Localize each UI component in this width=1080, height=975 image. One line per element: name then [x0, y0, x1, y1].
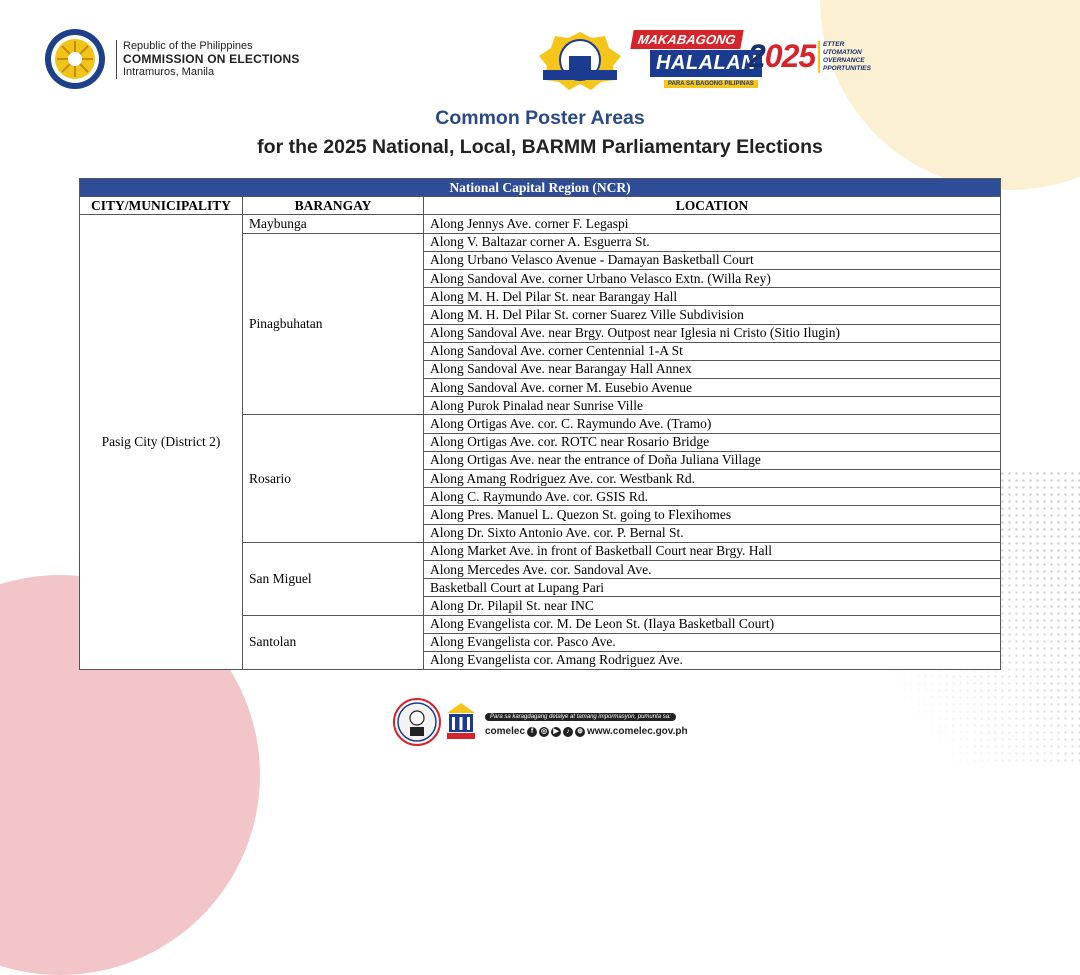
location-cell: Along Sandoval Ave. near Barangay Hall Annex: [424, 360, 1001, 378]
location-cell: Along C. Raymundo Ave. cor. GSIS Rd.: [424, 488, 1001, 506]
barangay-cell: Santolan: [243, 615, 424, 670]
logo-2025-first-digit: 2: [748, 38, 765, 74]
barangay-cell: Rosario: [243, 415, 424, 542]
location-cell: Along Pres. Manuel L. Quezon St. going to Flexihomes: [424, 506, 1001, 524]
location-cell: Along Purok Pinalad near Sunrise Ville: [424, 397, 1001, 415]
location-cell: Along Urbano Velasco Avenue - Damayan Basketball Court: [424, 251, 1001, 269]
table-body: [80, 215, 1001, 670]
location-cell: Along M. H. Del Pilar St. corner Suarez Ville Subdivision: [424, 306, 1001, 324]
location-cell: Along Ortigas Ave. near the entrance of Doña Juliana Village: [424, 451, 1001, 469]
makabagong-sub-label: PARA SA BAGONG PILIPINAS: [664, 80, 758, 88]
footer-handle: comelec: [485, 726, 526, 737]
globe-icon[interactable]: ⊕: [575, 727, 585, 737]
location-cell: Along M. H. Del Pilar St. near Barangay Hall: [424, 288, 1001, 306]
org-line-comelec: COMMISSION ON ELECTIONS: [123, 52, 300, 66]
tagline-line: ETTER: [823, 41, 845, 48]
city-cell: Pasig City (District 2): [80, 215, 243, 670]
makabagong-halalan-logo: [632, 30, 757, 92]
org-line-address: Intramuros, Manila: [123, 66, 215, 78]
poster-areas-table: [79, 178, 1001, 670]
org-line-republic: Republic of the Philippines: [123, 40, 253, 52]
location-cell: Along Evangelista cor. Amang Rodriguez Ave.: [424, 651, 1001, 669]
facebook-icon[interactable]: f: [527, 727, 537, 737]
footer-building-logo: [445, 701, 477, 741]
tagline-line: UTOMATION: [823, 49, 862, 56]
decorative-circle-yellow: [820, 0, 1080, 190]
location-cell: Along Evangelista cor. M. De Leon St. (Ilaya Basketball Court): [424, 615, 1001, 633]
region-header: National Capital Region (NCR): [80, 179, 1001, 197]
election-emblem-logo: [537, 30, 623, 90]
location-cell: Basketball Court at Lupang Pari: [424, 579, 1001, 597]
instagram-icon[interactable]: ◎: [540, 727, 548, 735]
location-cell: Along Market Ave. in front of Basketball Court near Brgy. Hall: [424, 542, 1001, 560]
location-cell: Along V. Baltazar corner A. Esguerra St.: [424, 233, 1001, 251]
tagline-line: OVERNANCE: [823, 57, 865, 64]
page-subtitle: for the 2025 National, Local, BARMM Parliamentary Elections: [257, 136, 823, 158]
column-header-barangay: BARANGAY: [243, 197, 424, 215]
footer-tagline: Para sa karagdagang detalye at tamang impormasyon, pumunta sa:: [485, 713, 676, 721]
tiktok-icon[interactable]: ♪: [563, 727, 573, 737]
column-header-city: CITY/MUNICIPALITY: [80, 197, 243, 215]
location-cell: Along Sandoval Ave. corner Urbano Velasco Extn. (Willa Rey): [424, 269, 1001, 287]
logo-2025-rest: 025: [764, 38, 816, 74]
footer-website-link[interactable]: www.comelec.gov.ph: [587, 726, 688, 737]
location-cell: Along Sandoval Ave. corner M. Eusebio Avenue: [424, 379, 1001, 397]
halalan-label: HALALAN: [650, 50, 762, 77]
footer-mascot-logo: [393, 698, 441, 746]
comelec-seal-logo: [44, 28, 106, 90]
column-header-location: LOCATION: [424, 197, 1001, 215]
location-cell: Along Ortigas Ave. cor. C. Raymundo Ave. (Tramo): [424, 415, 1001, 433]
footer-contact-line: [485, 726, 688, 737]
location-cell: Along Dr. Sixto Antonio Ave. cor. P. Bernal St.: [424, 524, 1001, 542]
barangay-cell: Pinagbuhatan: [243, 233, 424, 415]
location-cell: Along Jennys Ave. corner F. Legaspi: [424, 215, 1001, 233]
youtube-icon[interactable]: ▶: [551, 727, 561, 737]
organization-name-block: [116, 40, 300, 79]
logo-2025-tagline: [818, 41, 871, 73]
logo-2025: [748, 38, 815, 75]
location-cell: Along Evangelista cor. Pasco Ave.: [424, 633, 1001, 651]
location-cell: Along Ortigas Ave. cor. ROTC near Rosario Bridge: [424, 433, 1001, 451]
footer: [393, 698, 693, 750]
location-cell: Along Amang Rodriguez Ave. cor. Westbank Rd.: [424, 470, 1001, 488]
location-cell: Along Sandoval Ave. corner Centennial 1-A St: [424, 342, 1001, 360]
tagline-line: PPORTUNITIES: [823, 65, 871, 72]
barangay-cell: San Miguel: [243, 542, 424, 615]
location-cell: Along Mercedes Ave. cor. Sandoval Ave.: [424, 560, 1001, 578]
page-title: Common Poster Areas: [435, 107, 645, 129]
location-cell: Along Dr. Pilapil St. near INC: [424, 597, 1001, 615]
location-cell: Along Sandoval Ave. near Brgy. Outpost near Iglesia ni Cristo (Sitio Ilugin): [424, 324, 1001, 342]
barangay-cell: Maybunga: [243, 215, 424, 233]
makabagong-label: MAKABAGONG: [630, 30, 743, 49]
table-row: [80, 215, 1001, 233]
